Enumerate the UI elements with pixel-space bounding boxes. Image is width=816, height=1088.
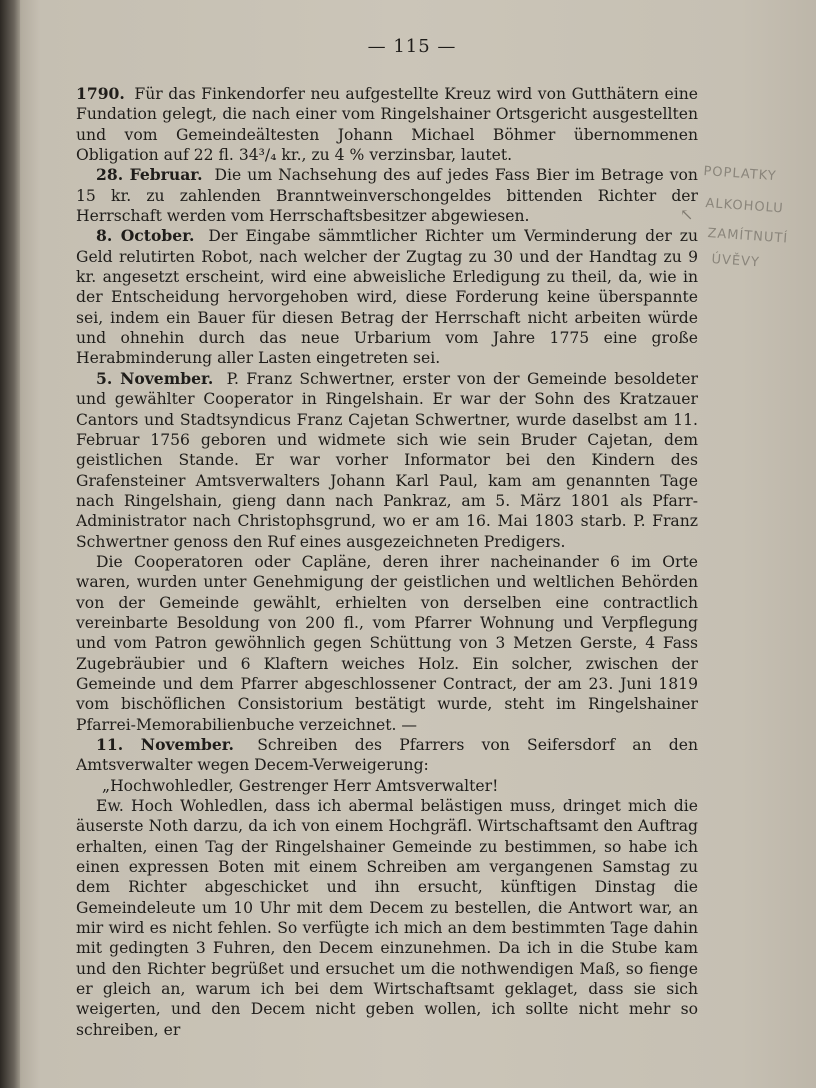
entry-year: 1790.: [76, 84, 125, 103]
margin-note: ÚVĚVY: [710, 252, 761, 271]
entry-date: 28. Februar.: [96, 165, 203, 185]
margin-arrow-mark: ↖: [680, 205, 694, 224]
entry-text: Die Cooperatoren oder Capläne, deren ihrer nacheinander 6 im Orte waren, wurden unter Genehmigung der geistlichen und weltlichen Behörden von der Gemeinde gewählt, erhielten von derselben eine contractlich vereinbarte Besoldung von 200 fl., vom Pfarrer Wohnung und Verpflegung und vom Patron gewöhnlich gegen Schüttung von 3 Metzen Gerste, 4 Fass Zugebräubier und 6 Klaftern weiches Holz. Ein solcher, zwischen der Gemeinde und dem Pfarrer abgeschlossener Contract, der am 23. Juni 1819 vom bischöflichen Consistorium bestätigt wurde, steht im Ringelshainer Pfarrei-Memorabilienbuche verzeichnet. —: [76, 552, 698, 734]
margin-note: ALKOHOLU: [704, 196, 785, 217]
entry-text: Schreiben des Pfarrers von Seifersdorf an den Amtsverwalter wegen Decem-Verweigerung:: [76, 736, 698, 775]
entry-text: Für das Finkendorfer neu aufgestellte Kreuz wird von Gutthätern eine Fundation gelegt, die nach einer vom Ringelshainer Ortsgericht ausgestellten und vom Gemeindeältesten Johann Michael Böhmer übernommenen Obligation auf 22 fl. 34³/₄ kr., zu 4 % verzinsbar, lautet.: [76, 85, 698, 165]
entry-february: [76, 165, 698, 226]
book-spine: [0, 0, 20, 1088]
letter-salutation: [76, 776, 698, 796]
entry-text: Ew. Hoch Wohledlen, dass ich abermal belästigen muss, dringet mich die äuserste Noth darzu, da ich von einem Hochgräfl. Wirtschaftsamt den Auftrag erhalten, einen Tag der Ringelshainer Gemeinde zu bestimmen, so habe ich einen expressen Boten mit einem Schreiben am vergangenen Samstag zu dem Richter abgeschicket und ihn ersucht, künftigen Dinstag die Gemeindeleute um 10 Uhr mit dem Decem zu bestellen, die Antwort war, an mir wird es nicht fehlen. So verfügte ich mich an dem bestimmten Tage dahin mit gedingten 3 Fuhren, den Decem einzunehmen. Da ich in die Stube kam und den Richter begrüßet und ersuchet um die nothwendigen Maß, so fienge er gleich an, warum ich bei dem Wirtschaftsamt geklaget, dass sie sich weigerten, und den Decem nicht geben wollen, ich sollte nicht mehr so schreiben, er: [76, 797, 698, 1039]
margin-note: ZAMÍTNUTÍ: [706, 226, 789, 247]
entry-text: Der Eingabe sämmtlicher Richter um Verminderung der zu Geld relutirten Robot, nach welcher der Zugtag zu 30 und der Handtag zu 9 kr. angesetzt erscheint, wird eine abweisliche Erledigung zu theil, da, wie in der Entscheidung hervorgehoben wird, diese Forderung keine überspannte sei, indem ein Bauer für diesen Betrag der Herrschaft nicht arbeiten würde und ohnehin durch das neue Urbarium vom Jahre 1775 eine große Herabminderung aller Lasten eingetreten sei.: [76, 227, 698, 368]
entry-november-11: [76, 735, 698, 776]
entry-november-5: [76, 369, 698, 552]
entry-october: [76, 226, 698, 368]
entry-text: „Hochwohledler, Gestrenger Herr Amtsverwalter!: [102, 776, 499, 795]
letter-body: [76, 796, 698, 1040]
entry-date: 8. October.: [96, 226, 195, 246]
entry-date: 5. November.: [96, 368, 214, 388]
margin-note: POPLATKY: [702, 164, 778, 185]
cooperator-paragraph: [76, 552, 698, 735]
entry-text: Die um Nachsehung des auf jedes Fass Bier im Betrage von 15 kr. zu zahlenden Branntweinverschongeldes bittenden Richter der Herrschaft werden vom Herrschaftsbesitzer abgewiesen.: [76, 166, 698, 226]
page-number: — 115 —: [367, 36, 457, 57]
entry-text: P. Franz Schwertner, erster von der Gemeinde besoldeter und gewählter Cooperator in Ringelshain. Er war der Sohn des Kratzauer Cantors und Stadtsyndicus Franz Cajetan Schwertner, wurde daselbst am 11. Februar 1756 geboren und widmete sich wie sein Bruder Cajetan, dem geistlichen Stande. Er war vorher Informator bei den Kindern des Grafensteiner Amtsverwalters Johann Karl Paul, kam am genannten Tage nach Ringelshain, gieng dann nach Pankraz, am 5. März 1801 als Pfarr-Administrator nach Christophsgrund, wo er am 16. Mai 1803 starb. P. Franz Schwertner genoss den Ruf eines ausgezeichneten Predigers.: [76, 369, 698, 551]
entry-1790: [76, 84, 698, 165]
page-body: [76, 84, 698, 1040]
entry-date: 11. November.: [96, 735, 234, 754]
